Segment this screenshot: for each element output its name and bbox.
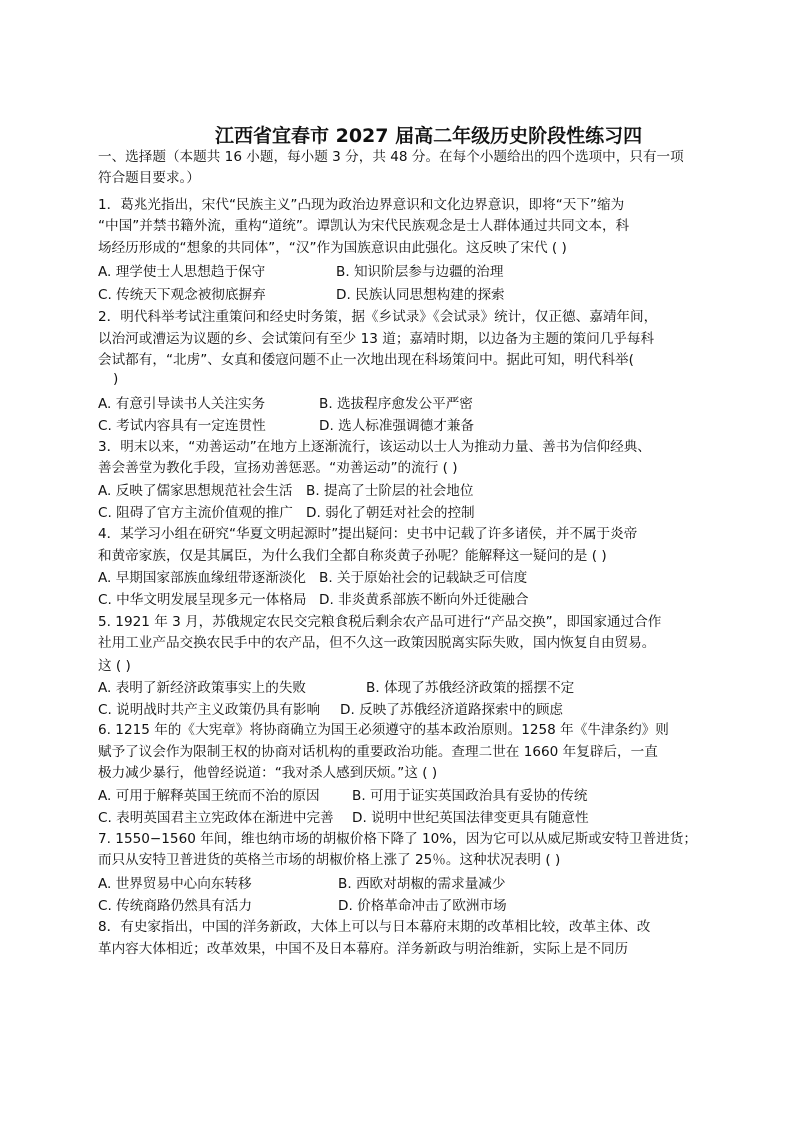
page-title: 江西省宜春市 2027 届高二年级历史阶段性练习四 <box>215 125 643 147</box>
question-4-option-a: A. 早期国家部族血缘纽带逐渐淡化 <box>98 570 307 586</box>
question-3-option-a: A. 反映了儒家思想规范社会生活 <box>98 483 293 499</box>
question-1-stem-line-1: 1．葛兆光指出，宋代“民族主义”凸现为政治边界意识和文化边界意识，即将“天下”缩为 <box>98 197 625 213</box>
question-7-option-a: A. 世界贸易中心向东转移 <box>98 876 252 892</box>
question-1-option-a: A. 理学使士人思想趋于保守 <box>98 264 266 280</box>
question-3-option-b: B. 提高了士阶层的社会地位 <box>306 483 474 499</box>
question-8-stem-line-1: 8．有史家指出，中国的洋务新政，大体上可以与日本幕府末期的改革相比较，改革主体、改 <box>98 919 651 935</box>
question-5-option-c: C. 说明战时共产主义政策仍具有影响 <box>98 702 321 718</box>
question-4-stem-line-1: 4．某学习小组在研究“华夏文明起源时”提出疑问：史书中记载了许多诸侯，并不属于炎帝 <box>98 526 638 542</box>
question-2-option-b: B. 选拔程序愈发公平严密 <box>319 396 473 412</box>
question-5-stem-line-2: 社用工业产品交换农民手中的农产品，但不久这一政策因脱离实际失败，国内恢复自由贸易。 <box>98 635 656 651</box>
question-1-option-b: B. 知识阶层参与边疆的治理 <box>336 264 504 280</box>
question-8-stem-line-2: 革内容大体相近；改革效果，中国不及日本幕府。洋务新政与明治维新，实际上是不同历 <box>98 941 629 957</box>
question-6-option-d: D. 说明中世纪英国法律变更具有随意性 <box>352 810 589 826</box>
question-2-stem-line-3: 会试都有，“北虏”、女真和倭寇问题不止一次地出现在科场策问中。据此可知，明代科举( <box>98 352 634 368</box>
question-7-option-d: D. 价格革命冲击了欧洲市场 <box>338 898 507 914</box>
question-2-option-c: C. 考试内容具有一定连贯性 <box>98 418 266 434</box>
question-1-stem-line-3: 场经历形成的“想象的共同体”，“汉”作为国族意识由此强化。这反映了宋代 ( ) <box>98 240 567 256</box>
question-5-option-d: D. 反映了苏俄经济道路探索中的顾虑 <box>340 702 564 718</box>
question-5-stem-line-1: 5. 1921 年 3 月，苏俄规定农民交完粮食税后剩余农产品可进行“产品交换”，即国家通过合作 <box>98 614 662 630</box>
question-6-stem-line-3: 极力减少暴行，他曾经说道：“我对杀人感到厌烦。”这 ( ) <box>98 765 438 781</box>
question-6-stem-line-1: 6. 1215 年的《大宪章》将协商确立为国王必须遵守的基本政治原则。1258 年《牛津条约》则 <box>98 722 669 738</box>
question-5-option-a: A. 表明了新经济政策事实上的失败 <box>98 680 307 696</box>
question-6-option-b: B. 可用于证实英国政治具有妥协的传统 <box>352 788 588 804</box>
question-6-option-a: A. 可用于解释英国王统而不治的原因 <box>98 788 320 804</box>
question-2-stem-line-2: 以治河或漕运为议题的乡、会试策问有至少 13 道；嘉靖时期，以边备为主题的策问几乎每科 <box>98 331 655 347</box>
section-heading-line-1: 一、选择题（本题共 16 小题，每小题 3 分，共 48 分。在每个小题给出的四个选项中，只有一项 <box>98 149 684 165</box>
question-1-option-c: C. 传统天下观念被彻底摒弃 <box>98 287 266 303</box>
question-4-option-c: C. 中华文明发展呈现多元一体格局 <box>98 592 307 608</box>
question-5-option-b: B. 体现了苏俄经济政策的摇摆不定 <box>366 680 575 696</box>
question-4-option-d: D. 非炎黄系部族不断向外迁徙融合 <box>319 592 529 608</box>
question-6-stem-line-2: 赋予了议会作为限制王权的协商对话机构的重要政治功能。查理二世在 1660 年复辟后，一直 <box>98 744 658 760</box>
section-heading-line-2: 符合题目要求。） <box>98 170 200 186</box>
question-3-option-d: D. 弱化了朝廷对社会的控制 <box>306 505 475 521</box>
question-7-stem-line-1: 7. 1550−1560 年间，维也纳市场的胡椒价格下降了 10%，因为它可以从威尼斯或安特卫普进货； <box>98 831 697 847</box>
question-7-option-b: B. 西欧对胡椒的需求量减少 <box>338 876 506 892</box>
question-7-stem-line-2: 而只从安特卫普进货的英格兰市场的胡椒价格上涨了 25％。这种状况表明 ( ) <box>98 852 561 868</box>
question-4-stem-line-2: 和黄帝家族，仅是其属臣，为什么我们全都自称炎黄子孙呢？能解释这一疑问的是 ( ) <box>98 548 607 564</box>
question-7-option-c: C. 传统商路仍然具有活力 <box>98 898 253 914</box>
question-2-stem-line-1: 2．明代科举考试注重策问和经史时务策，据《乡试录》《会试录》统计，仅正德、嘉靖年间， <box>98 309 658 325</box>
question-3-option-c: C. 阻碍了官方主流价值观的推广 <box>98 505 293 521</box>
question-3-stem-line-2: 善会善堂为教化手段，宣扬劝善惩恶。“劝善运动”的流行 ( ) <box>98 460 458 476</box>
question-1-stem-line-2: “中国”并禁书籍外流，重构“道统”。谭凯认为宋代民族观念是士人群体通过共同文本，科 <box>98 218 630 234</box>
question-3-stem-line-1: 3．明末以来，“劝善运动”在地方上逐渐流行，该运动以士人为推动力量、善书为信仰经典、 <box>98 439 651 455</box>
question-5-stem-line-3: 这 ( ) <box>98 658 131 674</box>
question-1-option-d: D. 民族认同思想构建的探索 <box>336 287 505 303</box>
question-6-option-c: C. 表明英国君主立宪政体在渐进中完善 <box>98 810 334 826</box>
question-2-option-d: D. 选人标准强调德才兼备 <box>319 418 475 434</box>
question-2-option-a: A. 有意引导读书人关注实务 <box>98 396 266 412</box>
question-4-option-b: B. 关于原始社会的记载缺乏可信度 <box>319 570 528 586</box>
question-2-stem-line-4: ) <box>113 371 119 387</box>
